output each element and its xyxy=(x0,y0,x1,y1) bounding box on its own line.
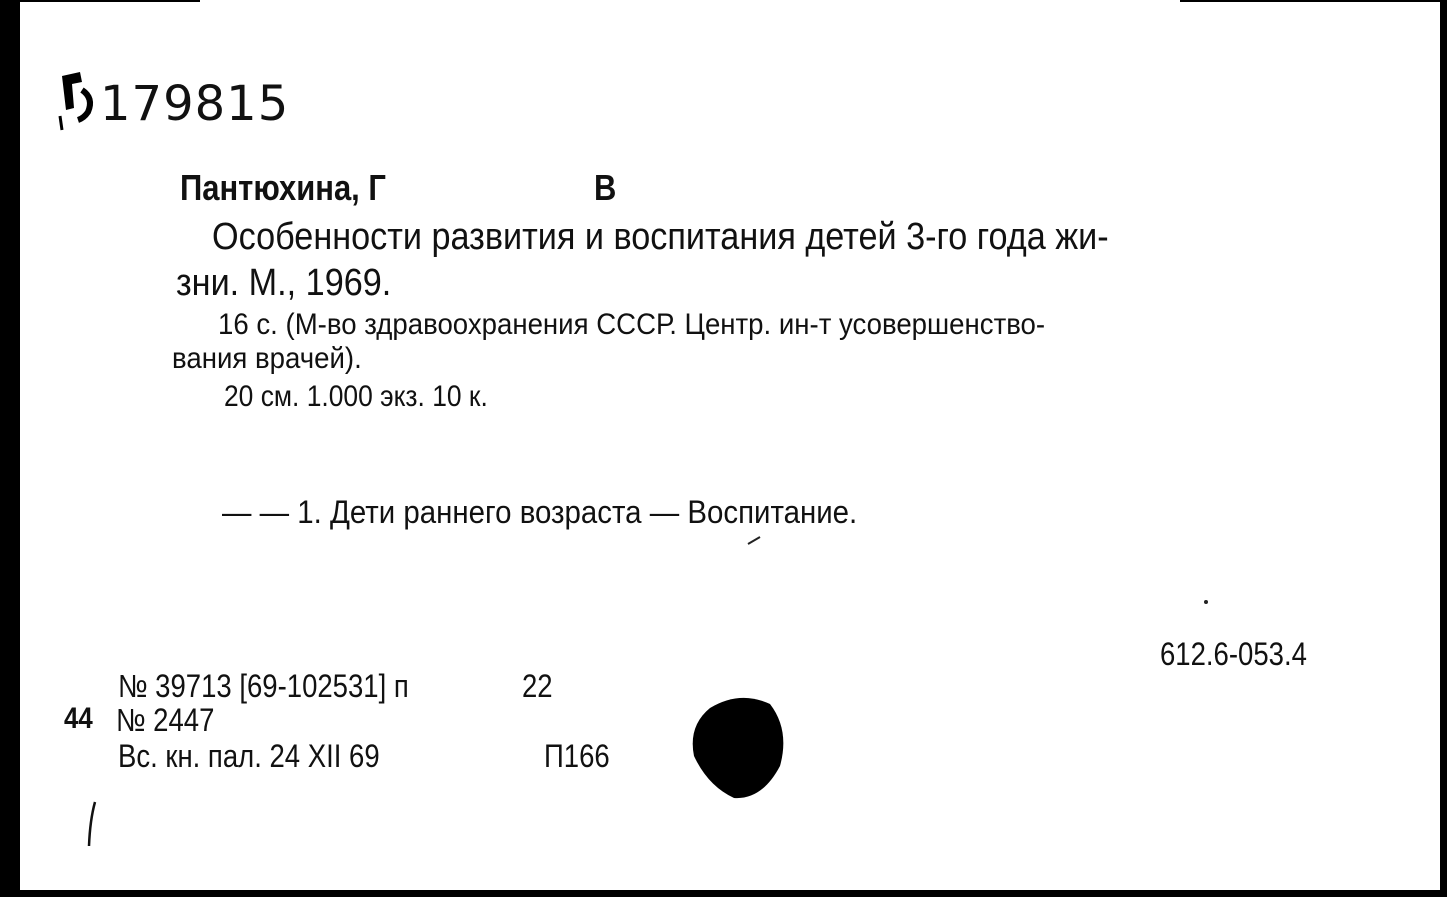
scan-border-top-right xyxy=(1180,0,1440,2)
author-surname: Пантюхина, Г xyxy=(180,167,386,208)
scan-border-left xyxy=(0,0,20,897)
scan-border-bottom xyxy=(0,890,1447,897)
scan-border-right xyxy=(1440,0,1447,897)
subject-heading: — — 1. Дети раннего возраста — Воспитание. xyxy=(222,494,858,530)
catalog-number: 179815 xyxy=(100,76,290,132)
book-chamber-line: Вс. кн. пал. 24 XII 69 xyxy=(118,738,380,774)
order-count: 22 xyxy=(522,668,553,704)
order-number: № 39713 [69-102531] п xyxy=(118,668,409,704)
ink-tick-icon xyxy=(746,534,766,546)
size-line: 20 см. 1.000 экз. 10 к. xyxy=(224,380,488,413)
punch-hole-icon xyxy=(690,690,790,802)
pen-stroke-icon xyxy=(86,800,98,850)
scan-border-top-left xyxy=(20,0,200,2)
title-line-2: зни. М., 1969. xyxy=(176,262,392,304)
classification-code: 612.6-053.4 xyxy=(1160,636,1307,672)
second-number: № 2447 xyxy=(116,702,215,738)
print-code: П166 xyxy=(544,738,610,774)
margin-number: 44 xyxy=(64,702,93,735)
ink-dot xyxy=(1204,600,1208,604)
description-line-2: вания врачей). xyxy=(172,342,362,375)
handwritten-mark-icon xyxy=(52,68,102,138)
title-line-1: Особенности развития и воспитания детей 3-го года жи- xyxy=(212,216,1109,258)
author-initial: В xyxy=(594,167,617,208)
description-line-1: 16 с. (М-во здравоохранения СССР. Центр. ин-т усовершенство- xyxy=(218,308,1046,341)
